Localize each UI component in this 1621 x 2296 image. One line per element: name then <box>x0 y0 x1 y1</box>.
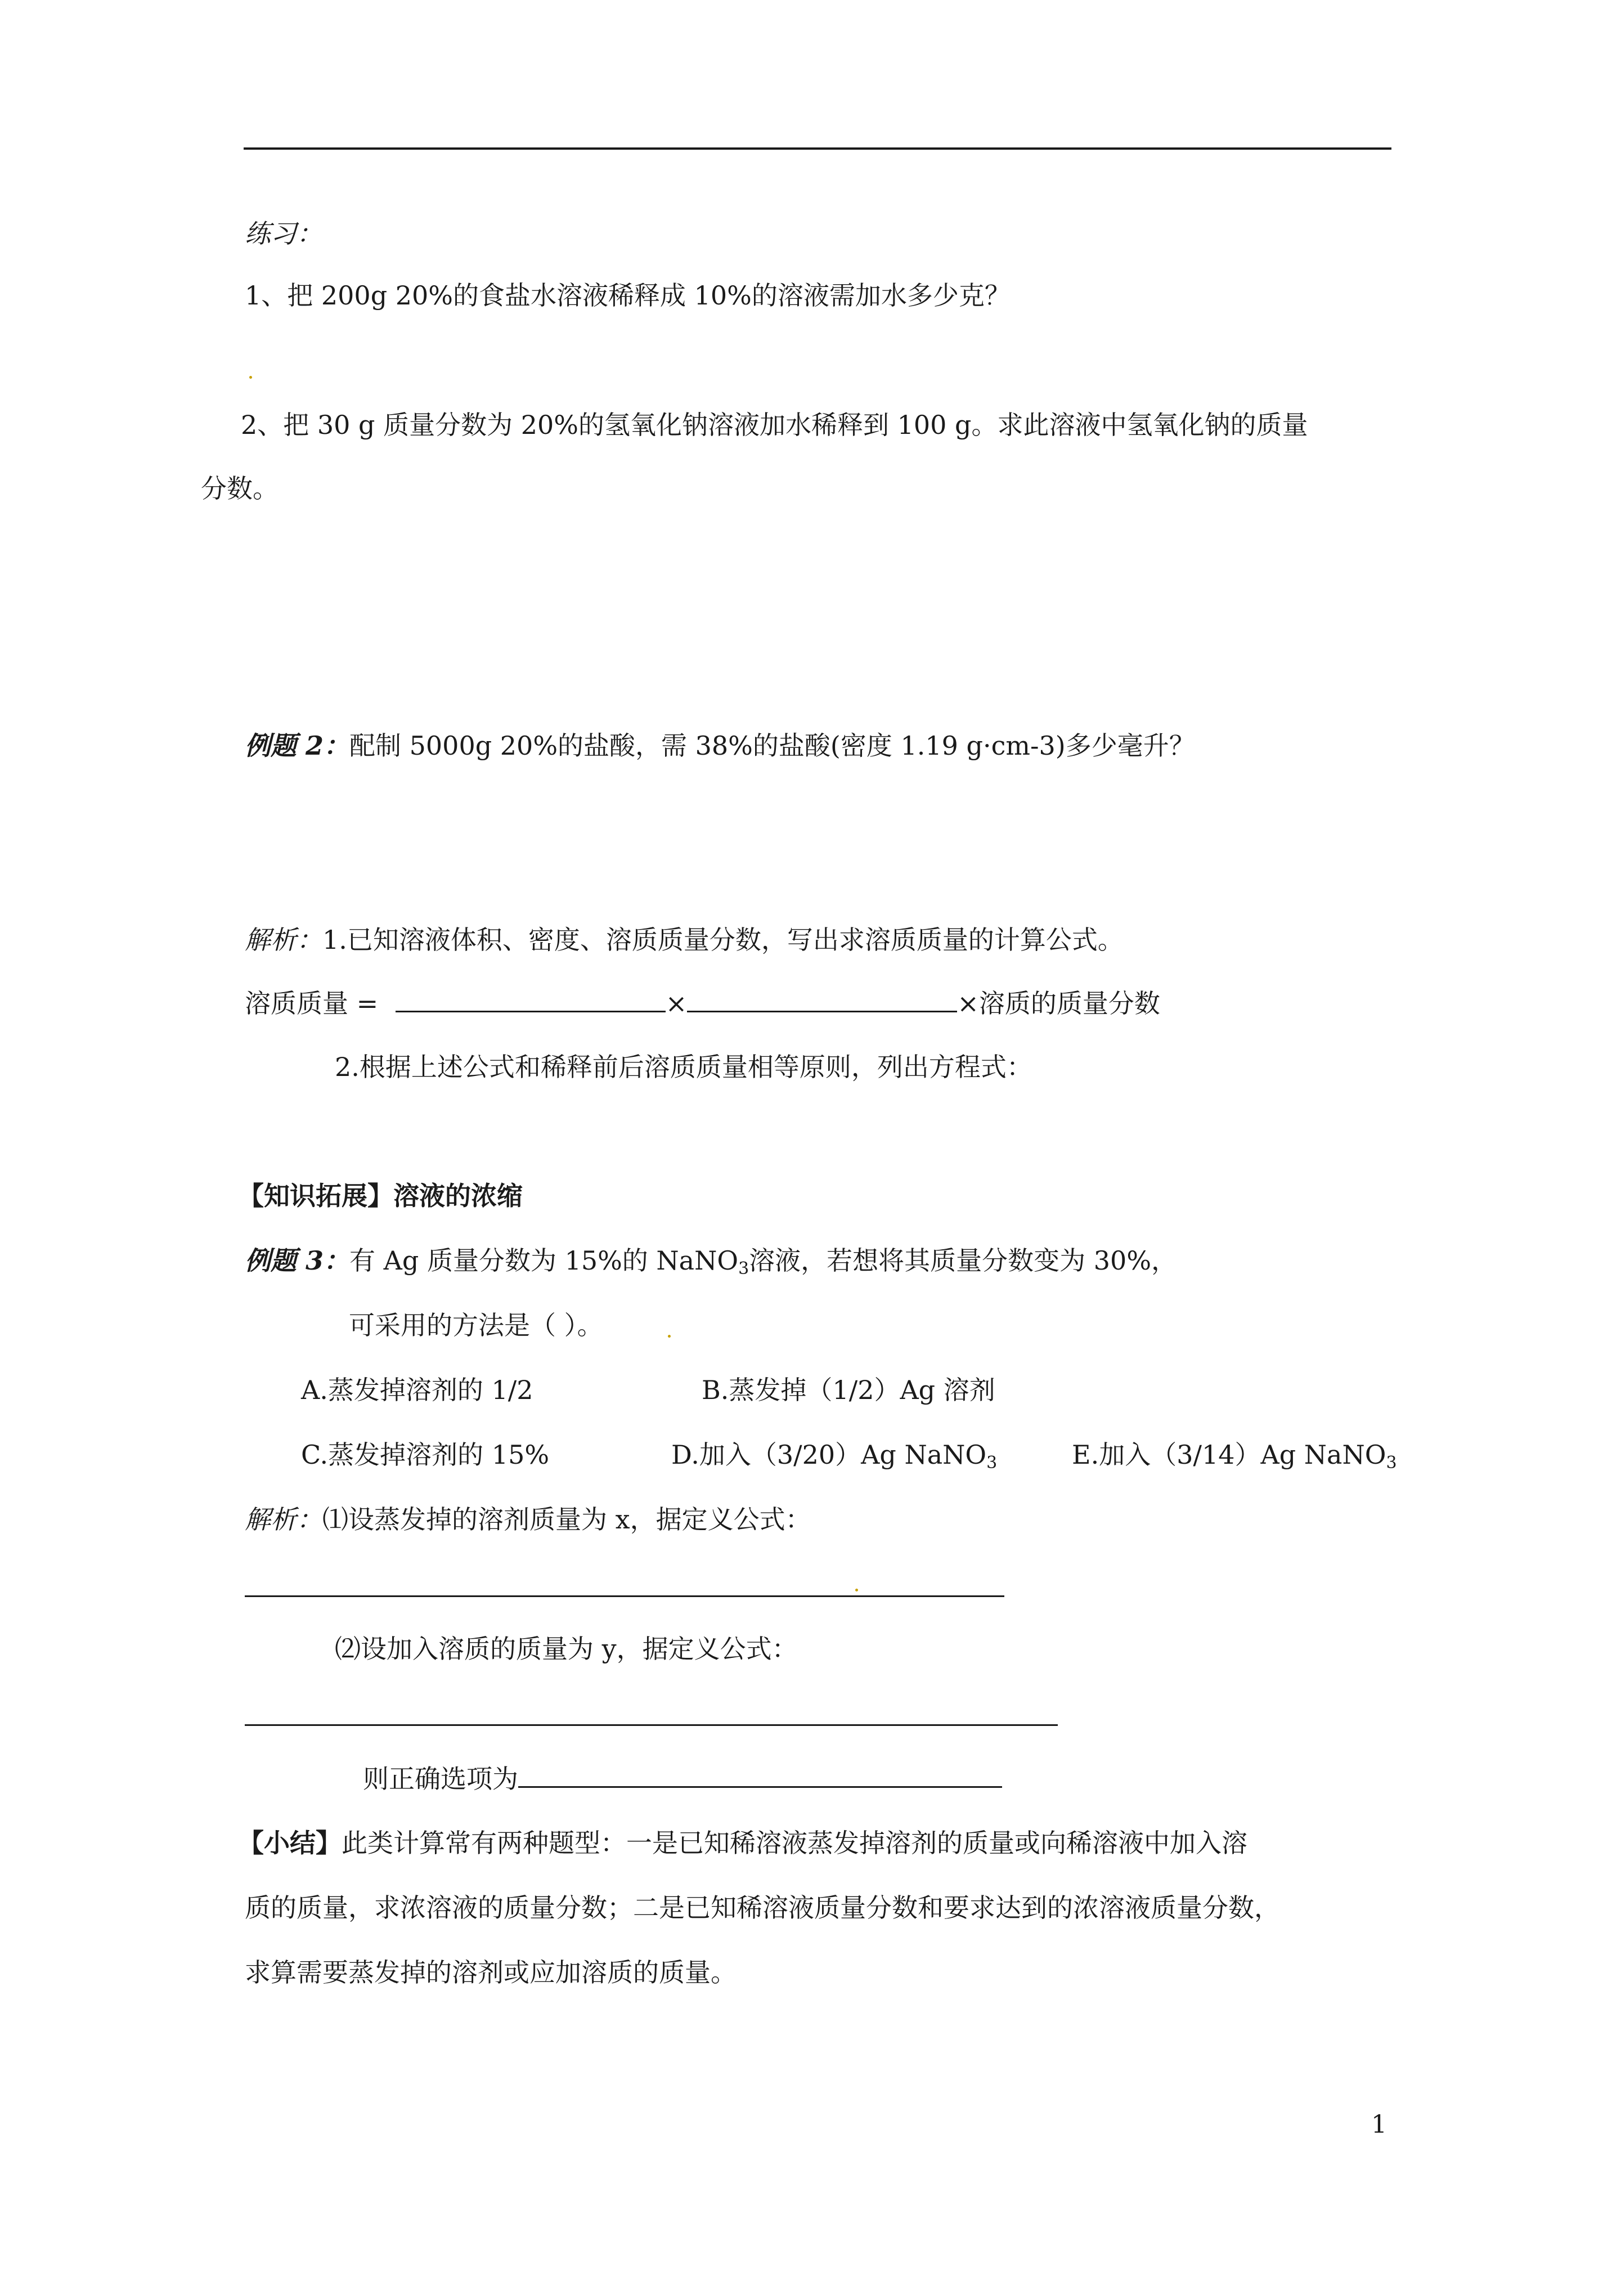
practice-question-2-line1: 2、把 30 g 质量分数为 20%的氢氧化钠溶液加水稀释到 100 g。求此溶液中氢氧化钠的质量 <box>241 410 1308 440</box>
example-3-text-b: 溶液，若想将其质量分数变为 30%， <box>749 1245 1178 1276</box>
stray-dot <box>855 1589 858 1591</box>
answer-line-2[interactable] <box>245 1724 1058 1726</box>
summary-line2: 质的质量，求浓溶液的质量分数；二是已知稀溶液质量分数和要求达到的浓溶液质量分数， <box>245 1893 1280 1923</box>
option-e <box>1072 1438 1397 1472</box>
example-3-text-a: 有 Ag 质量分数为 15%的 NaNO <box>349 1245 739 1276</box>
stray-dot <box>249 376 252 379</box>
practice-heading: 练习： <box>245 218 322 249</box>
analysis-2-step1 <box>245 923 1124 957</box>
example-2 <box>245 729 1195 763</box>
option-d <box>671 1438 997 1472</box>
analysis-3-part2: ⑵设加入溶质的质量为 y，据定义公式： <box>335 1634 798 1664</box>
option-a: A.蒸发掉溶剂的 1/2 <box>301 1375 533 1405</box>
page-number: 1 <box>1371 2110 1387 2139</box>
answer-line-1[interactable] <box>245 1595 1004 1597</box>
analysis-2-step2: 2.根据上述公式和稀释前后溶质质量相等原则，列出方程式： <box>335 1052 1032 1082</box>
extension-heading: 【知识拓展】溶液的浓缩 <box>238 1181 523 1211</box>
option-e-main: E.加入（3/14）Ag NaNO <box>1072 1440 1386 1470</box>
analysis-3-part1-text: ⑴设蒸发掉的溶剂质量为 x，据定义公式： <box>322 1504 811 1535</box>
option-b: B.蒸发掉（1/2）Ag 溶剂 <box>702 1375 995 1405</box>
example-3-line2: 可采用的方法是（ ）。 <box>349 1310 603 1340</box>
answer-label: 则正确选项为 <box>363 1764 518 1794</box>
formula-left: 溶质质量 = <box>245 988 379 1019</box>
option-c: C.蒸发掉溶剂的 15% <box>301 1440 550 1470</box>
formula-blank-2[interactable] <box>687 986 957 1012</box>
formula-times-2: ×溶质的质量分数 <box>957 988 1160 1019</box>
stray-dot <box>668 1335 671 1338</box>
analysis-3-part1 <box>245 1503 811 1536</box>
practice-question-1: 1、把 200g 20%的食盐水溶液稀释成 10%的溶液需加水多少克？ <box>245 280 1011 311</box>
summary-line1 <box>238 1826 1247 1860</box>
option-e-sub: 3 <box>1386 1453 1397 1473</box>
example-3 <box>245 1244 1177 1277</box>
formula-times-1: × <box>665 988 688 1019</box>
formula-blank-1[interactable] <box>396 986 666 1012</box>
practice-question-2-line2: 分数。 <box>201 473 279 504</box>
option-d-main: D.加入（3/20）Ag NaNO <box>671 1440 987 1470</box>
example-3-label: 例题 3： <box>245 1245 350 1276</box>
analysis-2-formula <box>245 986 1160 1020</box>
summary-line1-text: 此类计算常有两种题型：一是已知稀溶液蒸发掉溶剂的质量或向稀溶液中加入溶 <box>342 1828 1247 1858</box>
header-rule <box>244 147 1391 150</box>
analysis-3-answer <box>363 1761 1002 1796</box>
example-2-text: 配制 5000g 20%的盐酸，需 38%的盐酸(密度 1.19 g·cm-3)多少毫升？ <box>349 730 1195 761</box>
analysis-2-step1-text: 1.已知溶液体积、密度、溶质质量分数，写出求溶质质量的计算公式。 <box>322 925 1124 955</box>
option-d-sub: 3 <box>986 1453 998 1473</box>
answer-blank[interactable] <box>518 1761 1002 1788</box>
summary-label: 【小结】 <box>238 1828 342 1858</box>
example-3-sub: 3 <box>738 1259 749 1279</box>
analysis-2-label: 解析： <box>245 925 322 955</box>
summary-line3: 求算需要蒸发掉的溶剂或应加溶质的质量。 <box>245 1957 737 1988</box>
analysis-3-label: 解析： <box>245 1504 322 1535</box>
example-2-label: 例题 2： <box>245 730 350 761</box>
